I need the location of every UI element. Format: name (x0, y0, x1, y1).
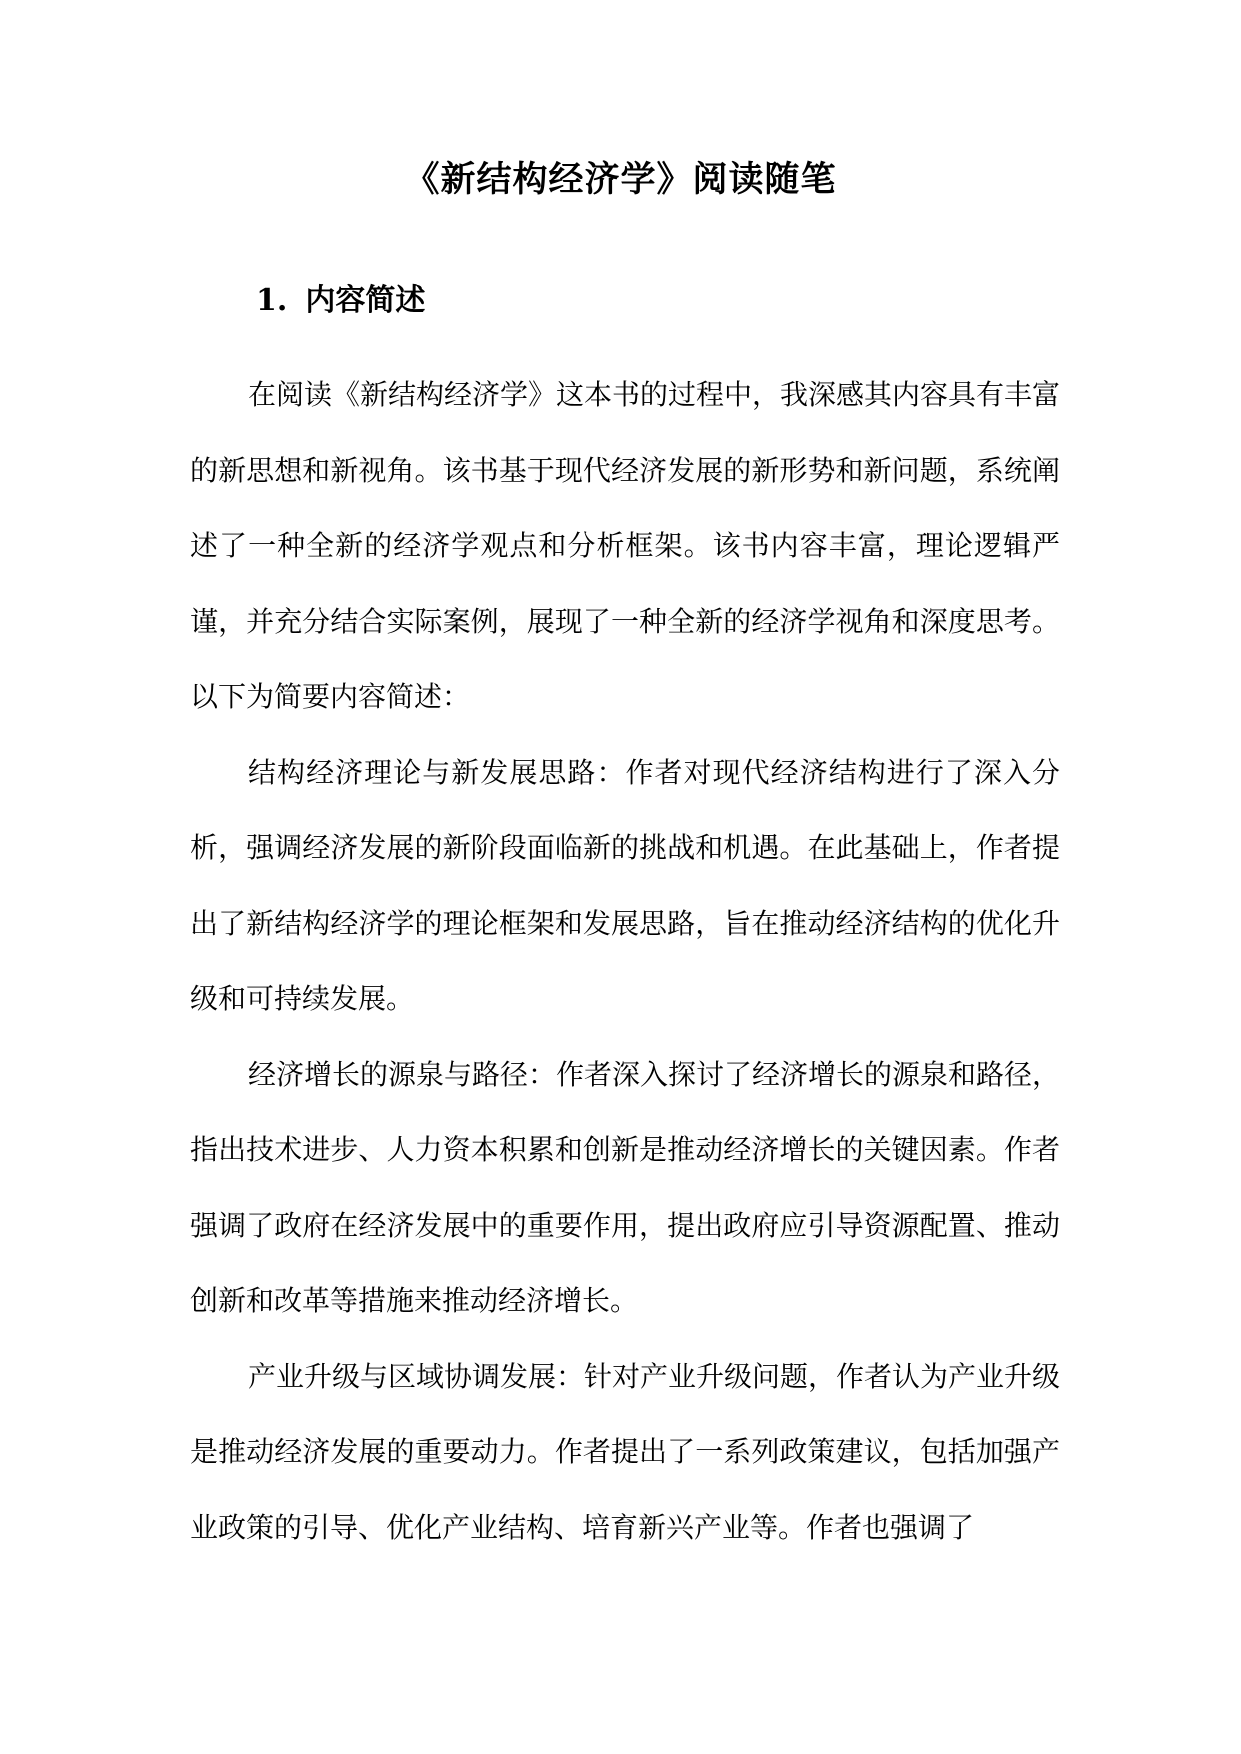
section-title: 内容简述 (305, 283, 426, 318)
document-title: 《新结构经济学》阅读随笔 (404, 159, 837, 200)
paragraph-industrial-upgrade: 产业升级与区域协调发展：针对产业升级问题，作者认为产业升级是推动经济发展的重要动力。作者提出了一系列政策建议，包括加强产业政策的引导、优化产业结构、培育新兴产业等。作者也强调了 (190, 1359, 1061, 1544)
section-heading (256, 276, 425, 326)
paragraph-growth-sources: 经济增长的源泉与路径：作者深入探讨了经济增长的源泉和路径，指出技术进步、人力资本积累和创新是推动经济增长的关键因素。作者强调了政府在经济发展中的重要作用，提出政府应引导资源配置、推动创新和改革等措施来推动经济增长。 (190, 1057, 1061, 1317)
section-number: 1. (256, 283, 288, 318)
paragraph-structure-theory: 结构经济理论与新发展思路：作者对现代经济结构进行了深入分析，强调经济发展的新阶段面临新的挑战和机遇。在此基础上，作者提出了新结构经济学的理论框架和发展思路，旨在推动经济结构的优化升级和可持续发展。 (190, 755, 1060, 1015)
document-body (190, 357, 1060, 1565)
paragraph-intro: 在阅读《新结构经济学》这本书的过程中，我深感其内容具有丰富的新思想和新视角。该书基于现代经济发展的新形势和新问题，系统阐述了一种全新的经济学观点和分析框架。该书内容丰富，理论逻辑严谨，并充分结合实际案例，展现了一种全新的经济学视角和深度思考。以下为简要内容简述： (190, 378, 1061, 713)
